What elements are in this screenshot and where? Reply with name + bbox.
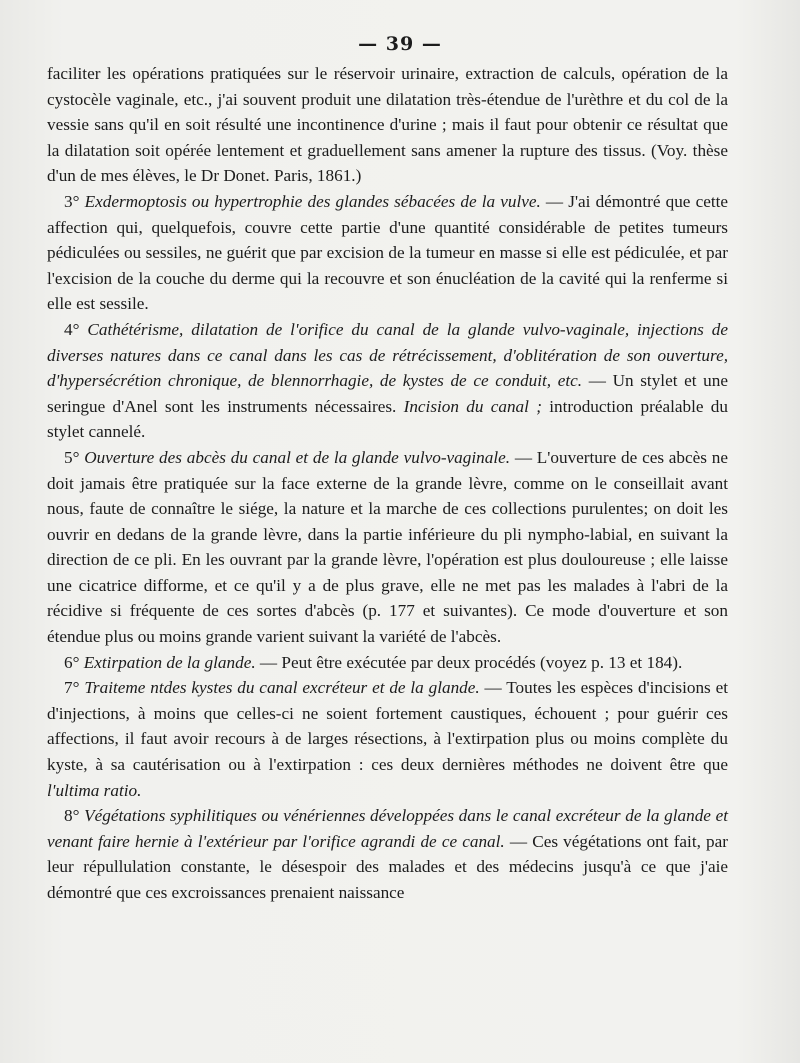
item-text: — Peut être exécutée par deux procédés (voyez p. 13 et 184).	[255, 652, 683, 672]
item-title: Exdermoptosis ou hypertrophie des glandes sébacées de la vulve.	[84, 191, 541, 211]
item-text: — Un stylet et une seringue d'Anel sont les instruments nécessaires.	[47, 371, 728, 416]
body-text	[47, 61, 728, 906]
item-text: — Ces végétations ont fait, par leur répullulation constante, le désespoir des malades et des médecins jusqu'à ce que j'aie démontré que ces excroissances prenaient naissance	[47, 831, 728, 902]
item-text: — L'ouverture de ces abcès ne doit jamais être pratiquée sur la face externe de la grande lèvre, comme on le conseillait avant nous, faute de connaître le siége, la nature et la marche de ces collections purulentes; on doit les ouvrir en dedans de la grande lèvre, dans la partie inférieure du pli nympho-labial, en suivant la direction de ce pli. En les ouvrant par la grande lèvre, l'opération est plus douloureuse ; elle laisse une cicatrice difforme, et ce qu'il y a de plus grave, elle ne met pas les malades à l'abri de la récidive si fréquente de ces sortes d'abcès (p. 177 et suivantes). Ce mode d'ouverture et son étendue plus ou moins grande varient suivant la variété de l'abcès.	[47, 447, 728, 647]
item-number: 7°	[64, 678, 85, 698]
item-number: 8°	[64, 806, 85, 826]
paragraph-continuation	[47, 61, 728, 189]
paragraph-item-4	[47, 317, 728, 445]
paragraph-item-6	[47, 650, 728, 676]
item-number: 5°	[64, 447, 85, 467]
item-title: Végétations syphilitiques ou vénériennes développées dans le canal excréteur de la glande et venant faire hernie à l'extérieur par l'orifice agrandi de ce canal.	[47, 806, 728, 851]
item-subtitle: Incision du canal ;	[403, 396, 542, 416]
item-number: 3°	[64, 191, 85, 211]
paragraph-item-7	[47, 675, 728, 803]
item-title: Traiteme ntdes kystes du canal excréteur et de la glande.	[84, 678, 480, 698]
item-text: — J'ai démontré que cette affection qui, quelquefois, couvre cette partie d'une quantité considérable de petites tumeurs pédiculées ou sessiles, ne guérit que par excision de la tumeur en masse si elle est pédiculée, et par l'excision de la couche du derme qui la recouvre et son énucléation de la cavité qui la renferme si elle est sessile.	[47, 191, 729, 314]
paragraph-text: faciliter les opérations pratiquées sur le réservoir urinaire, extraction de calculs, opération de la cystocèle vaginale, etc., j'ai souvent produit une dilatation très-étendue de l'urèthre et du col de la vessie sans qu'il en soit résulté une incontinence d'urine ; mais il faut pour obtenir ce résultat que la dilatation soit opérée lentement et graduellement sans amener la rupture des tissus. (Voy. thèse d'un de mes élèves, le Dr Donet. Paris, 1861.)	[47, 64, 728, 186]
item-title: Cathétérisme, dilatation de l'orifice du canal de la glande vulvo-vaginale, injections de diverses natures dans ce canal dans les cas de rétrécissement, d'oblitération de son ouverture, d'hypersécrétion chronique, de blennorrhagie, de kystes de ce conduit, etc.	[47, 319, 728, 391]
paragraph-item-5	[47, 445, 728, 650]
page-number: — 39 —	[358, 33, 442, 55]
item-text: — Toutes les espèces d'incisions et d'injections, à moins que celles-ci ne soient fortement caustiques, échouent ; pour guérir ces affections, il faut avoir recours à de larges résections, à l'extirpation plus ou moins complète du kyste, à sa cautérisation ou à l'extirpation : ces deux dernières méthodes ne doivent être que	[47, 678, 728, 775]
paragraph-item-8	[47, 803, 728, 905]
item-title: Ouverture des abcès du canal et de la glande vulvo-vaginale.	[84, 447, 511, 467]
paragraph-item-3	[47, 189, 728, 317]
item-title: Extirpation de la glande.	[83, 652, 256, 672]
item-number: 4°	[64, 319, 88, 339]
item-emphasis: l'ultima ratio.	[47, 780, 142, 800]
item-number: 6°	[64, 652, 84, 672]
item-text: introduction préalable du stylet cannelé.	[47, 396, 728, 442]
